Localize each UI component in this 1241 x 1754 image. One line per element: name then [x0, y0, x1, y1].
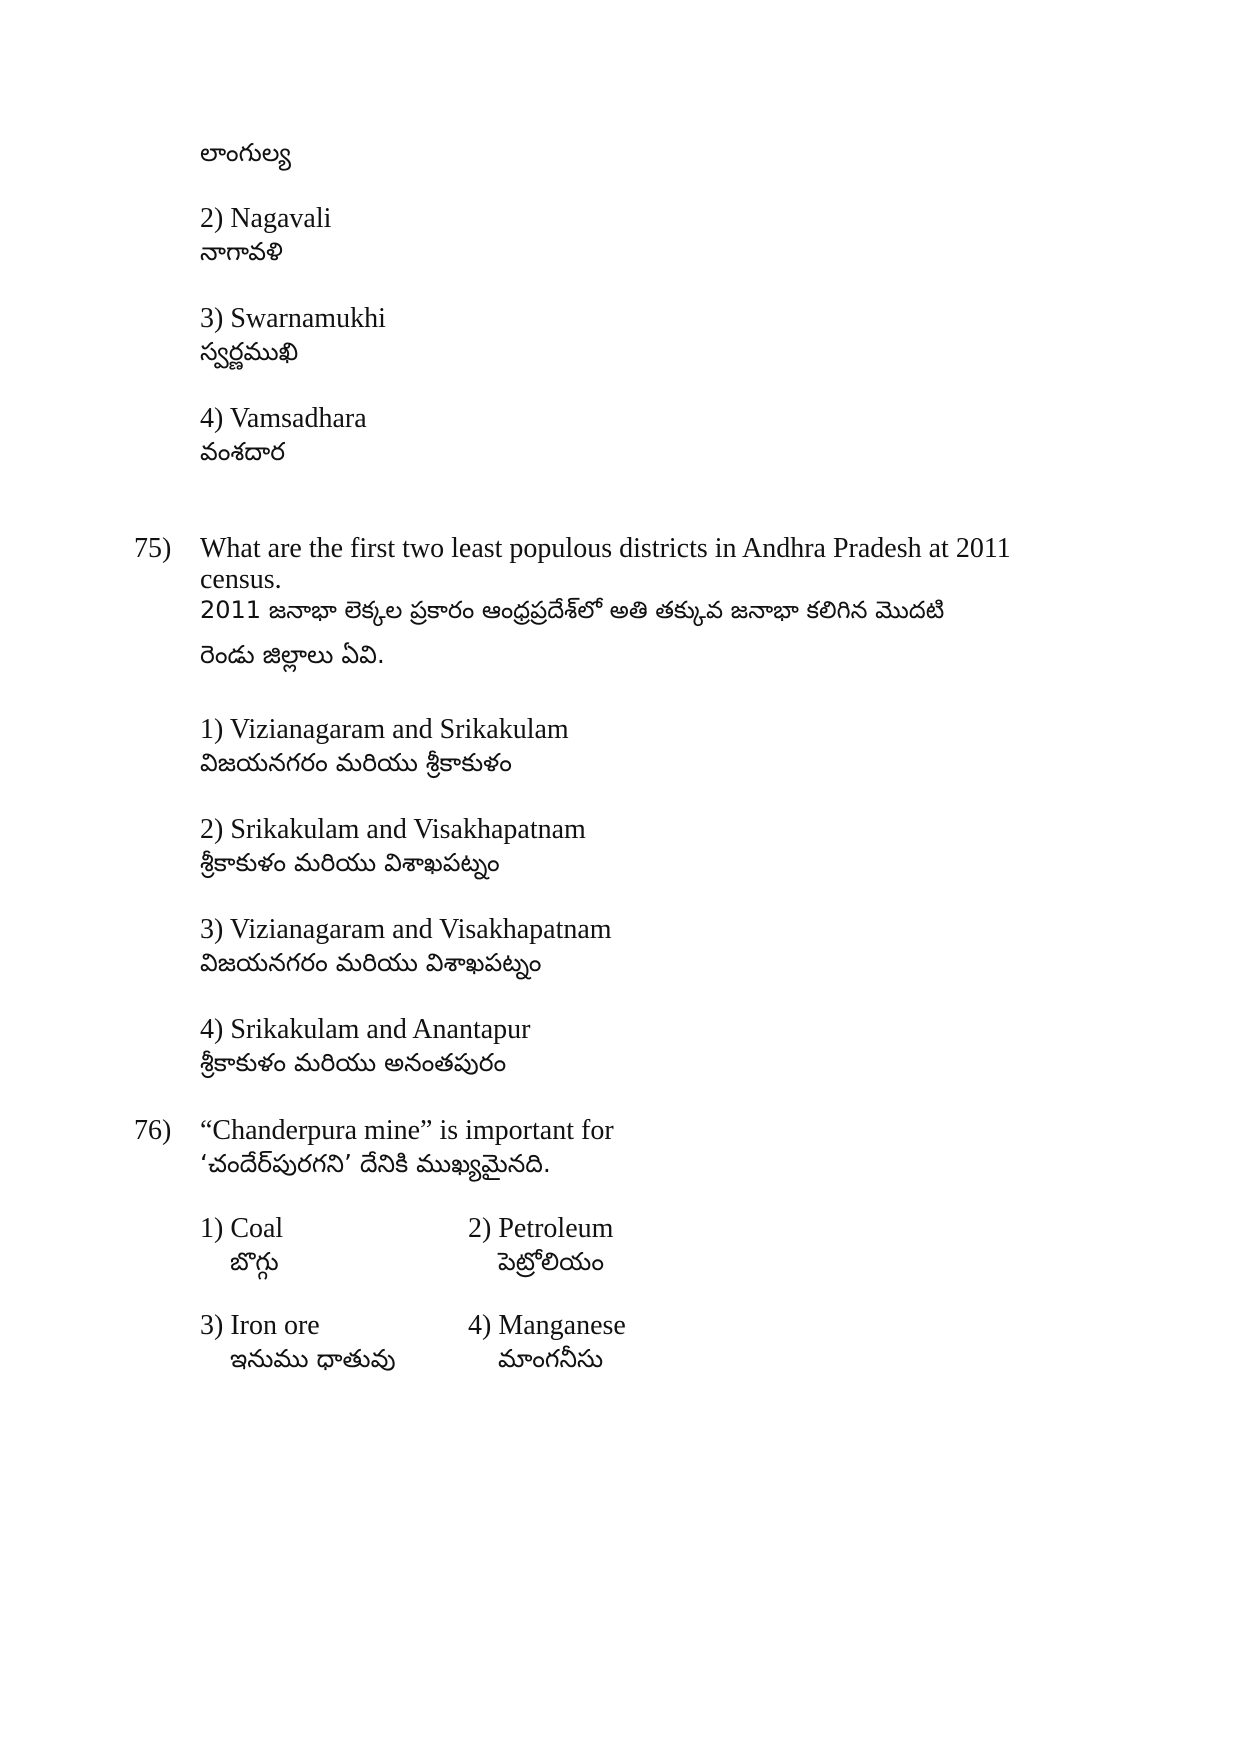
q75-text-te-line2: రెండు జిల్లాలు ఏవి. [200, 640, 385, 669]
prev-option2-telugu: నాగావళి [200, 237, 283, 266]
q76-option2-telugu: పెట్రోలియం [498, 1247, 605, 1276]
q76-option4-label: 4) Manganese [468, 1310, 626, 1341]
q76-option1-telugu: బొగ్గు [230, 1247, 279, 1276]
q75-option2-label: 2) Srikakulam and Visakhapatnam [200, 814, 586, 845]
q76-option3-telugu: ఇనుము ధాతువు [230, 1344, 396, 1373]
q76-text-en: “Chanderpura mine” is important for [200, 1115, 614, 1146]
q75-text-te-line1: 2011 జనాభా లెక్కల ప్రకారం ఆంధ్రప్రదేశ్‌లో అతి తక్కువ జనాభా కలిగిన మొదటి [200, 596, 945, 624]
q75-text-en-line1: What are the first two least populous districts in Andhra Pradesh at 2011 [200, 533, 1011, 564]
q75-text-en-line2: census. [200, 564, 282, 595]
q76-option2-label: 2) Petroleum [468, 1213, 614, 1244]
q75-number: 75) [134, 533, 172, 564]
prev-option4-label: 4) Vamsadhara [200, 403, 367, 434]
q76-option4-telugu: మాంగనీసు [498, 1344, 604, 1373]
q75-option1-label: 1) Vizianagaram and Srikakulam [200, 714, 569, 745]
prev-option4-telugu: వంశదార [200, 437, 286, 466]
q76-text-te: ‘చందేర్‌పురగని’ దేనికి ముఖ్యమైనది. [200, 1149, 551, 1178]
prev-option3-telugu: స్వర్ణముఖి [200, 337, 299, 366]
prev-option3-label: 3) Swarnamukhi [200, 303, 386, 334]
prev-option2-label: 2) Nagavali [200, 203, 332, 234]
q76-option1-label: 1) Coal [200, 1213, 284, 1244]
q76-option3-label: 3) Iron ore [200, 1310, 320, 1341]
q76-number: 76) [134, 1115, 172, 1146]
q75-option4-telugu: శ్రీకాకుళం మరియు అనంతపురం [200, 1048, 507, 1077]
q75-option4-label: 4) Srikakulam and Anantapur [200, 1014, 531, 1045]
q75-option1-telugu: విజయనగరం మరియు శ్రీకాకుళం [200, 748, 512, 777]
q75-option2-telugu: శ్రీకాకుళం మరియు విశాఖపట్నం [200, 848, 500, 877]
q75-option3-label: 3) Vizianagaram and Visakhapatnam [200, 914, 612, 945]
prev-option1-telugu-tail: లాంగుల్య [200, 138, 291, 167]
q75-option3-telugu: విజయనగరం మరియు విశాఖపట్నం [200, 948, 542, 977]
